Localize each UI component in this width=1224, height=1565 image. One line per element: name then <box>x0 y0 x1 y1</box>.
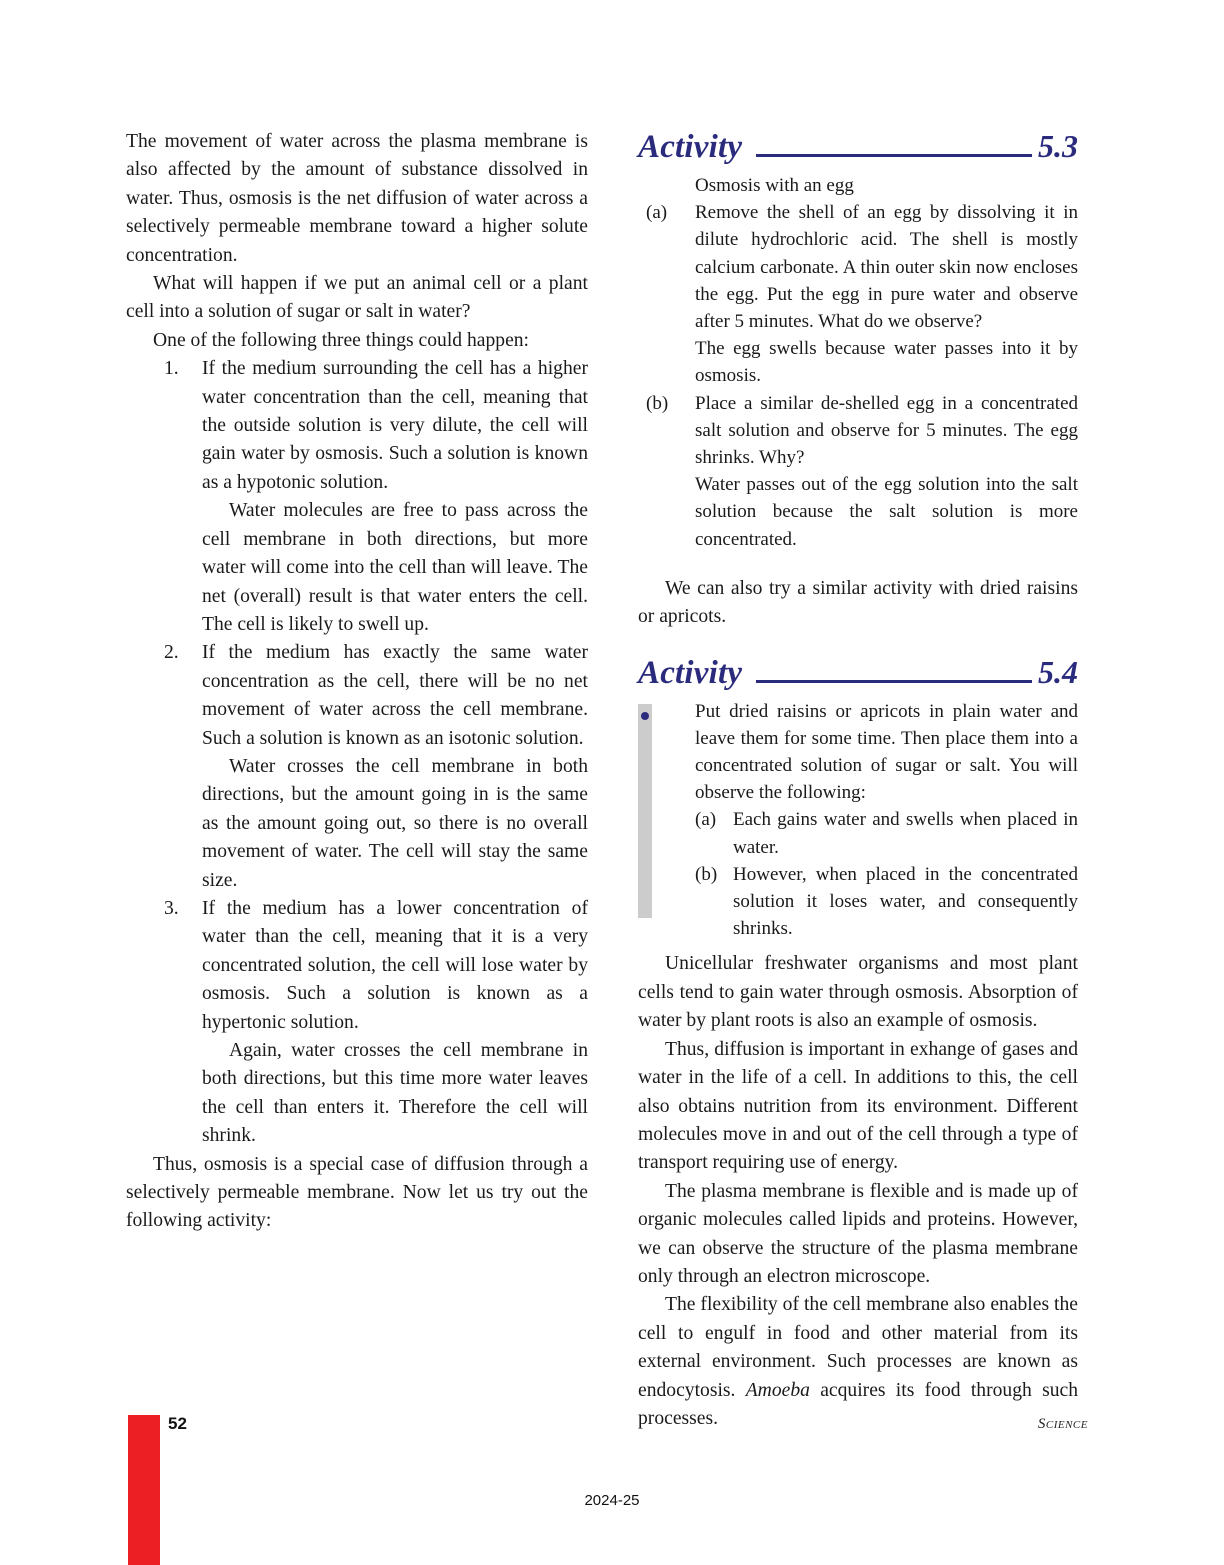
list-item-body: If the medium surrounding the cell has a higher water concentration than the cell, meaning that the outside solution is very dilute, the cell will gain water by osmosis. Such a solution is known as a hypotonic solution. <box>202 358 588 493</box>
list-item-subparagraph: Water molecules are free to pass across the cell membrane in both directions, but more water will come into the cell than will leave. The net (overall) result is that water enters the cell. The cell is likely to swell up. <box>202 500 588 635</box>
list-marker: 1. <box>164 358 179 380</box>
activity-53-item-a <box>638 199 1078 389</box>
bullet-icon <box>641 712 649 720</box>
paragraph-bridge-raisins: We can also try a similar activity with dried raisins or apricots. <box>638 577 1078 628</box>
page-number: 52 <box>168 1414 187 1433</box>
list-item-subparagraph: Water crosses the cell membrane in both directions, but the amount going in is the same as the amount going out, so there is no overall movement of water. The cell will stay the same size. <box>202 755 588 891</box>
activity-heading-53 <box>638 128 1078 166</box>
activity-53-body <box>638 172 1078 553</box>
activity-label: Activity <box>638 129 743 165</box>
list-item <box>126 895 588 1151</box>
item-label: (a) <box>646 202 668 224</box>
subitem-text: However, when placed in the concentrated solution it loses water, and consequently shrinks. <box>733 863 1078 940</box>
list-item-subparagraph: Again, water crosses the cell membrane in both directions, but this time more water leaves the cell than enters it. Therefore the cell will shrink. <box>202 1040 588 1147</box>
paragraph-closing-left: Thus, osmosis is a special case of diffusion through a selectively permeable membrane. Now let us try out the following activity: <box>126 1153 588 1232</box>
item-answer: The egg swells because water passes into it by osmosis. <box>695 338 1078 387</box>
subitem-text: Each gains water and swells when placed in water. <box>733 809 1078 858</box>
paragraph-diffusion-importance: Thus, diffusion is important in exhange of gases and water in the life of a cell. In additions to this, the cell also obtains nutrition from its environment. Different molecules move in and out of the cell through a type of transport requiring use of energy. <box>638 1038 1078 1174</box>
item-answer: Water passes out of the egg solution into the salt solution because the salt solution is more concentrated. <box>695 474 1078 550</box>
osmosis-outcomes-list <box>126 355 588 1150</box>
activity-53-item-b <box>638 390 1078 553</box>
list-item-body: If the medium has a lower concentration of water than the cell, meaning that it is a very concentrated solution, the cell will lose water by osmosis. Such a solution is known as a hypertonic solution. <box>202 897 588 1033</box>
list-marker: 2. <box>164 642 179 664</box>
edition-year: 2024-25 <box>584 1492 640 1509</box>
activity-heading-54 <box>638 654 1078 692</box>
subitem-label: (b) <box>695 863 718 885</box>
right-text-column <box>638 128 1078 1433</box>
activity-54-bullet <box>638 698 1078 943</box>
book-title-footer: Science <box>1037 1416 1088 1432</box>
list-item <box>126 355 588 639</box>
list-item-body: If the medium has exactly the same water concentration as the cell, there will be no net movement of water across the cell membrane. Such a solution is known as an isotonic solution. <box>202 642 588 749</box>
paragraph-plasma-membrane: The plasma membrane is flexible and is made up of organic molecules called lipids and proteins. However, we can observe the structure of the plasma membrane only through an electron microscope. <box>638 1180 1078 1287</box>
activity-54-subitem-a <box>695 806 1078 860</box>
activity-54-body <box>638 698 1078 943</box>
activity-label: Activity <box>638 654 743 691</box>
paragraph-three-things: One of the following three things could happen: <box>153 329 530 351</box>
activity-53-title: Osmosis with an egg <box>695 175 854 196</box>
activity-number: 5.3 <box>1038 128 1078 164</box>
paragraph-endocytosis <box>638 1291 1078 1433</box>
subitem-label: (a) <box>695 809 717 831</box>
list-item <box>126 639 588 895</box>
amoeba-italic: Amoeba <box>745 1379 810 1401</box>
left-text-column <box>126 128 588 1236</box>
footer-red-bar <box>128 1415 160 1565</box>
activity-sidebar-bar <box>638 704 652 918</box>
activity-54-subitem-b <box>695 861 1078 943</box>
endocytosis-text-before: The flexibility of the cell membrane also enables the cell to engulf in food and other material from its external environment. Such processes are known as endocytosis. <box>638 1294 1078 1401</box>
paragraph-intro-osmosis: The movement of water across the plasma membrane is also affected by the amount of substance dissolved in water. Thus, osmosis is the net diffusion of water across a selectively permeable membrane toward a higher solute concentration. <box>126 131 588 266</box>
list-marker: 3. <box>164 897 179 919</box>
item-text: Place a similar de-shelled egg in a concentrated salt solution and observe for 5 minutes. The egg shrinks. Why? <box>695 392 1078 469</box>
bullet-text: Put dried raisins or apricots in plain water and leave them for some time. Then place them into a concentrated solution of sugar or salt. You will observe the following: <box>695 700 1078 804</box>
item-text: Remove the shell of an egg by dissolving it in dilute hydrochloric acid. The shell is mostly calcium carbonate. A thin outer skin now encloses the egg. Put the egg in pure water and observe after 5 minutes. What do we observe? <box>695 202 1078 333</box>
activity-rule <box>756 680 1032 683</box>
endocytosis-text-after: acquires its food through such processes. <box>638 1379 1078 1429</box>
paragraph-question: What will happen if we put an animal cell or a plant cell into a solution of sugar or salt in water? <box>126 273 588 323</box>
activity-rule <box>756 154 1032 157</box>
paragraph-unicellular: Unicellular freshwater organisms and most plant cells tend to gain water through osmosis. Absorption of water by plant roots is also an example of osmosis. <box>638 953 1078 1032</box>
item-label: (b) <box>646 392 669 414</box>
activity-number: 5.4 <box>1038 653 1078 690</box>
